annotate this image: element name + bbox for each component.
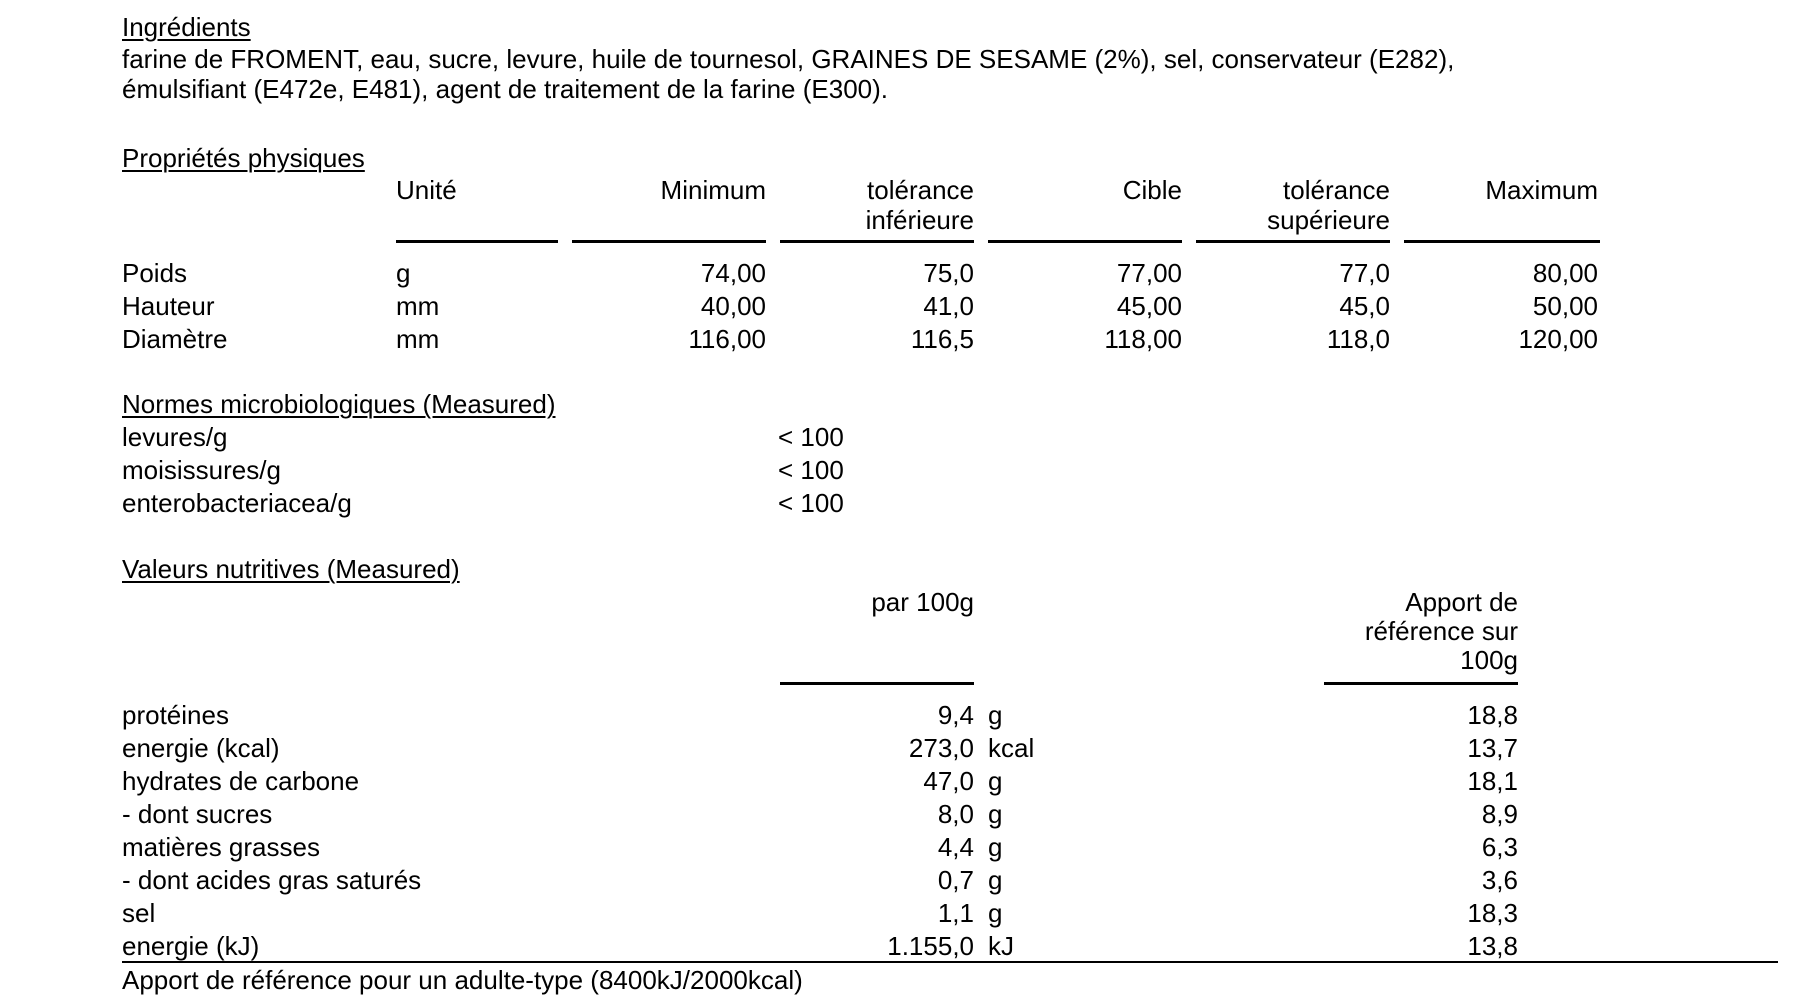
ingredients-text-line-1: farine de FROMENT, eau, sucre, levure, huile de tournesol, GRAINES DE SESAME (2%), sel, conservateur (E282), [122, 44, 1455, 74]
row-tolerance-high: 118,0 [1326, 324, 1390, 354]
nutrient-unit: g [988, 766, 1003, 796]
nutrition-heading: Valeurs nutritives (Measured) [122, 554, 460, 584]
row-label: Diamètre [122, 324, 228, 354]
micro-label: enterobacteriacea/g [122, 488, 352, 518]
micro-value: < 100 [778, 422, 844, 452]
nutrient-label: energie (kJ) [122, 931, 260, 961]
col-header-minimum: Minimum [660, 175, 766, 205]
col-header-tolerance-low-1: tolérance [867, 175, 974, 205]
nutrient-unit: kJ [988, 931, 1014, 961]
nutrient-label: matières grasses [122, 832, 320, 862]
nutrient-reference: 13,7 [1467, 733, 1518, 763]
nutrient-label: - dont acides gras saturés [122, 865, 422, 895]
header-rule-target [988, 240, 1182, 243]
row-tolerance-low: 75,0 [923, 258, 974, 288]
nutrient-unit: g [988, 898, 1003, 928]
nutrient-reference: 18,3 [1467, 898, 1518, 928]
micro-norms-heading: Normes microbiologiques (Measured) [122, 389, 556, 419]
row-target: 118,00 [1104, 324, 1182, 354]
row-minimum: 40,00 [700, 291, 766, 321]
row-target: 77,00 [1116, 258, 1182, 288]
row-maximum: 120,00 [1518, 324, 1598, 354]
row-tolerance-high: 45,0 [1339, 291, 1390, 321]
nutrient-label: sel [122, 898, 156, 928]
nutrient-value: 1,1 [937, 898, 974, 928]
row-maximum: 50,00 [1532, 291, 1598, 321]
micro-label: levures/g [122, 422, 228, 452]
nutrient-unit: g [988, 865, 1003, 895]
nutrient-reference: 18,1 [1467, 766, 1518, 796]
col-header-maximum: Maximum [1485, 175, 1598, 205]
header-rule-per-100g [780, 682, 974, 685]
row-label: Poids [122, 258, 188, 288]
row-tolerance-high: 77,0 [1339, 258, 1390, 288]
physical-properties-heading: Propriétés physiques [122, 143, 365, 173]
row-unit: mm [396, 291, 440, 321]
nutrient-value: 273,0 [908, 733, 974, 763]
nutrient-value: 1.155,0 [887, 931, 974, 961]
nutrient-reference: 18,8 [1467, 700, 1518, 730]
footnote-divider [122, 961, 1778, 963]
nutrient-unit: g [988, 700, 1003, 730]
micro-value: < 100 [778, 488, 844, 518]
reference-footnote: Apport de référence pour un adulte-type (8400kJ/2000kcal) [122, 965, 803, 995]
row-label: Hauteur [122, 291, 215, 321]
col-header-target: Cible [1122, 175, 1182, 205]
nutrient-reference: 3,6 [1481, 865, 1518, 895]
col-header-tolerance-low-2: inférieure [865, 205, 974, 235]
ingredients-heading: Ingrédients [122, 12, 251, 42]
col-header-tolerance-high-2: supérieure [1267, 205, 1390, 235]
row-minimum: 74,00 [700, 258, 766, 288]
row-tolerance-low: 41,0 [923, 291, 974, 321]
nutrient-value: 8,0 [937, 799, 974, 829]
col-header-unit: Unité [396, 175, 457, 205]
col-header-per-100g: par 100g [871, 587, 974, 617]
header-rule-tolerance-low [780, 240, 974, 243]
col-header-reference-2: référence sur [1364, 616, 1518, 646]
micro-label: moisissures/g [122, 455, 281, 485]
header-rule-tolerance-high [1196, 240, 1390, 243]
nutrient-value: 9,4 [937, 700, 974, 730]
micro-value: < 100 [778, 455, 844, 485]
row-minimum: 116,00 [688, 324, 766, 354]
nutrient-unit: kcal [988, 733, 1035, 763]
col-header-reference-3: 100g [1460, 645, 1518, 675]
nutrient-reference: 13,8 [1467, 931, 1518, 961]
row-unit: mm [396, 324, 440, 354]
header-rule-maximum [1404, 240, 1600, 243]
ingredients-text-line-2: émulsifiant (E472e, E481), agent de traitement de la farine (E300). [122, 74, 888, 104]
header-rule-minimum [572, 240, 766, 243]
nutrient-unit: g [988, 799, 1003, 829]
row-tolerance-low: 116,5 [910, 324, 974, 354]
row-unit: g [396, 258, 411, 288]
header-rule-unit [396, 240, 558, 243]
header-rule-reference [1324, 682, 1518, 685]
nutrient-value: 0,7 [937, 865, 974, 895]
row-target: 45,00 [1116, 291, 1182, 321]
nutrient-reference: 6,3 [1481, 832, 1518, 862]
nutrient-label: - dont sucres [122, 799, 273, 829]
row-maximum: 80,00 [1532, 258, 1598, 288]
nutrient-reference: 8,9 [1481, 799, 1518, 829]
nutrient-value: 47,0 [923, 766, 974, 796]
col-header-tolerance-high-1: tolérance [1283, 175, 1390, 205]
nutrient-label: protéines [122, 700, 229, 730]
col-header-reference-1: Apport de [1405, 587, 1518, 617]
nutrient-unit: g [988, 832, 1003, 862]
nutrient-label: energie (kcal) [122, 733, 280, 763]
nutrient-label: hydrates de carbone [122, 766, 360, 796]
nutrient-value: 4,4 [937, 832, 974, 862]
